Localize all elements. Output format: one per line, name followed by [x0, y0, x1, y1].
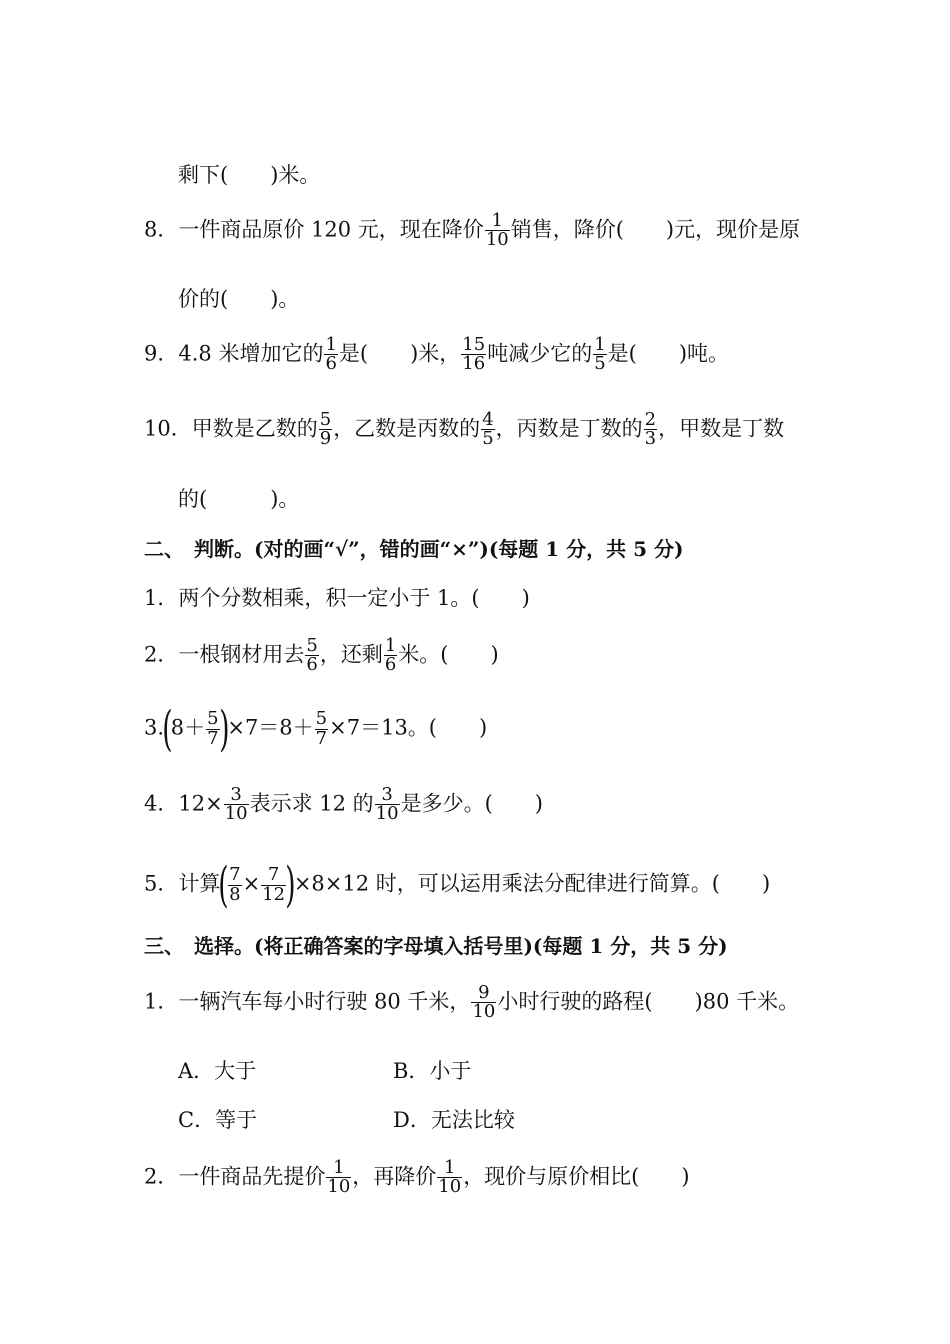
- fraction: $\frac{1}{6}$: [384, 635, 397, 676]
- fraction: $\frac{5}{9}$: [319, 409, 332, 450]
- question-9: 9．4.8 米增加它的 $\frac{1}{6}$ 是( )米， $\frac{15}{16}$ 吨减少它的 $\frac{1}{5}$ 是( )吨。: [144, 334, 730, 375]
- question-7-continuation: 剩下( )米。: [178, 163, 321, 187]
- close-paren: ): [285, 857, 296, 913]
- judge-3: 3.(8＋ $\frac{5}{7}$ )×7＝8＋ $\frac{5}{7}$ ×7＝13。( ): [144, 701, 488, 757]
- choice-1-option-a: A．大于: [178, 1059, 257, 1083]
- fraction: $\frac{4}{5}$: [482, 409, 494, 450]
- question-8: 8．一件商品原价 120 元，现在降价 $\frac{1}{10}$ 销售，降价( )元，现价是原: [144, 210, 801, 251]
- judge-2: 2．一根钢材用去 $\frac{5}{6}$ ，还剩 $\frac{1}{6}$ 米。( ): [144, 635, 499, 676]
- close-paren: ): [218, 701, 230, 757]
- fraction: $\frac{1}{10}$: [485, 210, 509, 251]
- judge-4: 4．12× $\frac{3}{10}$ 表示求 12 的 $\frac{3}{10}$ 是多少。( ): [144, 784, 543, 825]
- open-paren: (: [218, 857, 229, 913]
- question-10-line2: 的( )。: [178, 487, 300, 511]
- choice-1-option-b: B．小于: [393, 1059, 472, 1083]
- fraction: $\frac{1}{5}$: [594, 334, 606, 375]
- choice-1-option-d: D．无法比较: [393, 1108, 515, 1132]
- fraction: $\frac{7}{8}$: [229, 864, 241, 905]
- fraction: $\frac{1}{10}$: [438, 1157, 462, 1198]
- question-8-line2: 价的( )。: [178, 287, 300, 311]
- fraction: $\frac{5}{7}$: [207, 708, 219, 749]
- question-10: 10．甲数是乙数的 $\frac{5}{9}$ ，乙数是丙数的 $\frac{4}{5}$ ，丙数是丁数的 $\frac{2}{3}$ ，甲数是丁数: [144, 409, 785, 450]
- fraction: $\frac{2}{3}$: [644, 409, 657, 450]
- fraction: $\frac{15}{16}$: [462, 334, 486, 375]
- fraction: $\frac{5}{7}$: [315, 708, 328, 749]
- choice-2: 2．一件商品先提价 $\frac{1}{10}$ ，再降价 $\frac{1}{10}$ ，现价与原价相比( ): [144, 1157, 690, 1198]
- choice-1-option-c: C．等于: [178, 1108, 258, 1132]
- choice-1: 1．一辆汽车每小时行驶 80 千米， $\frac{9}{10}$ 小时行驶的路程( )80 千米。: [144, 982, 800, 1023]
- fraction: $\frac{3}{10}$: [224, 784, 248, 825]
- fraction: $\frac{5}{6}$: [306, 635, 318, 676]
- section-2-heading: 二、 判断。(对的画“√”，错的画“×”)(每题 1 分，共 5 分): [144, 537, 684, 561]
- judge-5: 5．计算( $\frac{7}{8}$ × $\frac{7}{12}$ )×8×12 时，可以运用乘法分配律进行简算。( ): [144, 857, 771, 913]
- fraction: $\frac{9}{10}$: [472, 982, 496, 1023]
- fraction: $\frac{3}{10}$: [375, 784, 399, 825]
- fraction: $\frac{1}{6}$: [325, 334, 337, 375]
- judge-1: 1．两个分数相乘，积一定小于 1。( ): [144, 586, 530, 610]
- fraction: $\frac{1}{10}$: [327, 1157, 351, 1198]
- section-3-heading: 三、 选择。(将正确答案的字母填入括号里)(每题 1 分，共 5 分): [144, 934, 728, 958]
- fraction: $\frac{7}{12}$: [262, 864, 286, 905]
- open-paren: (: [162, 701, 173, 757]
